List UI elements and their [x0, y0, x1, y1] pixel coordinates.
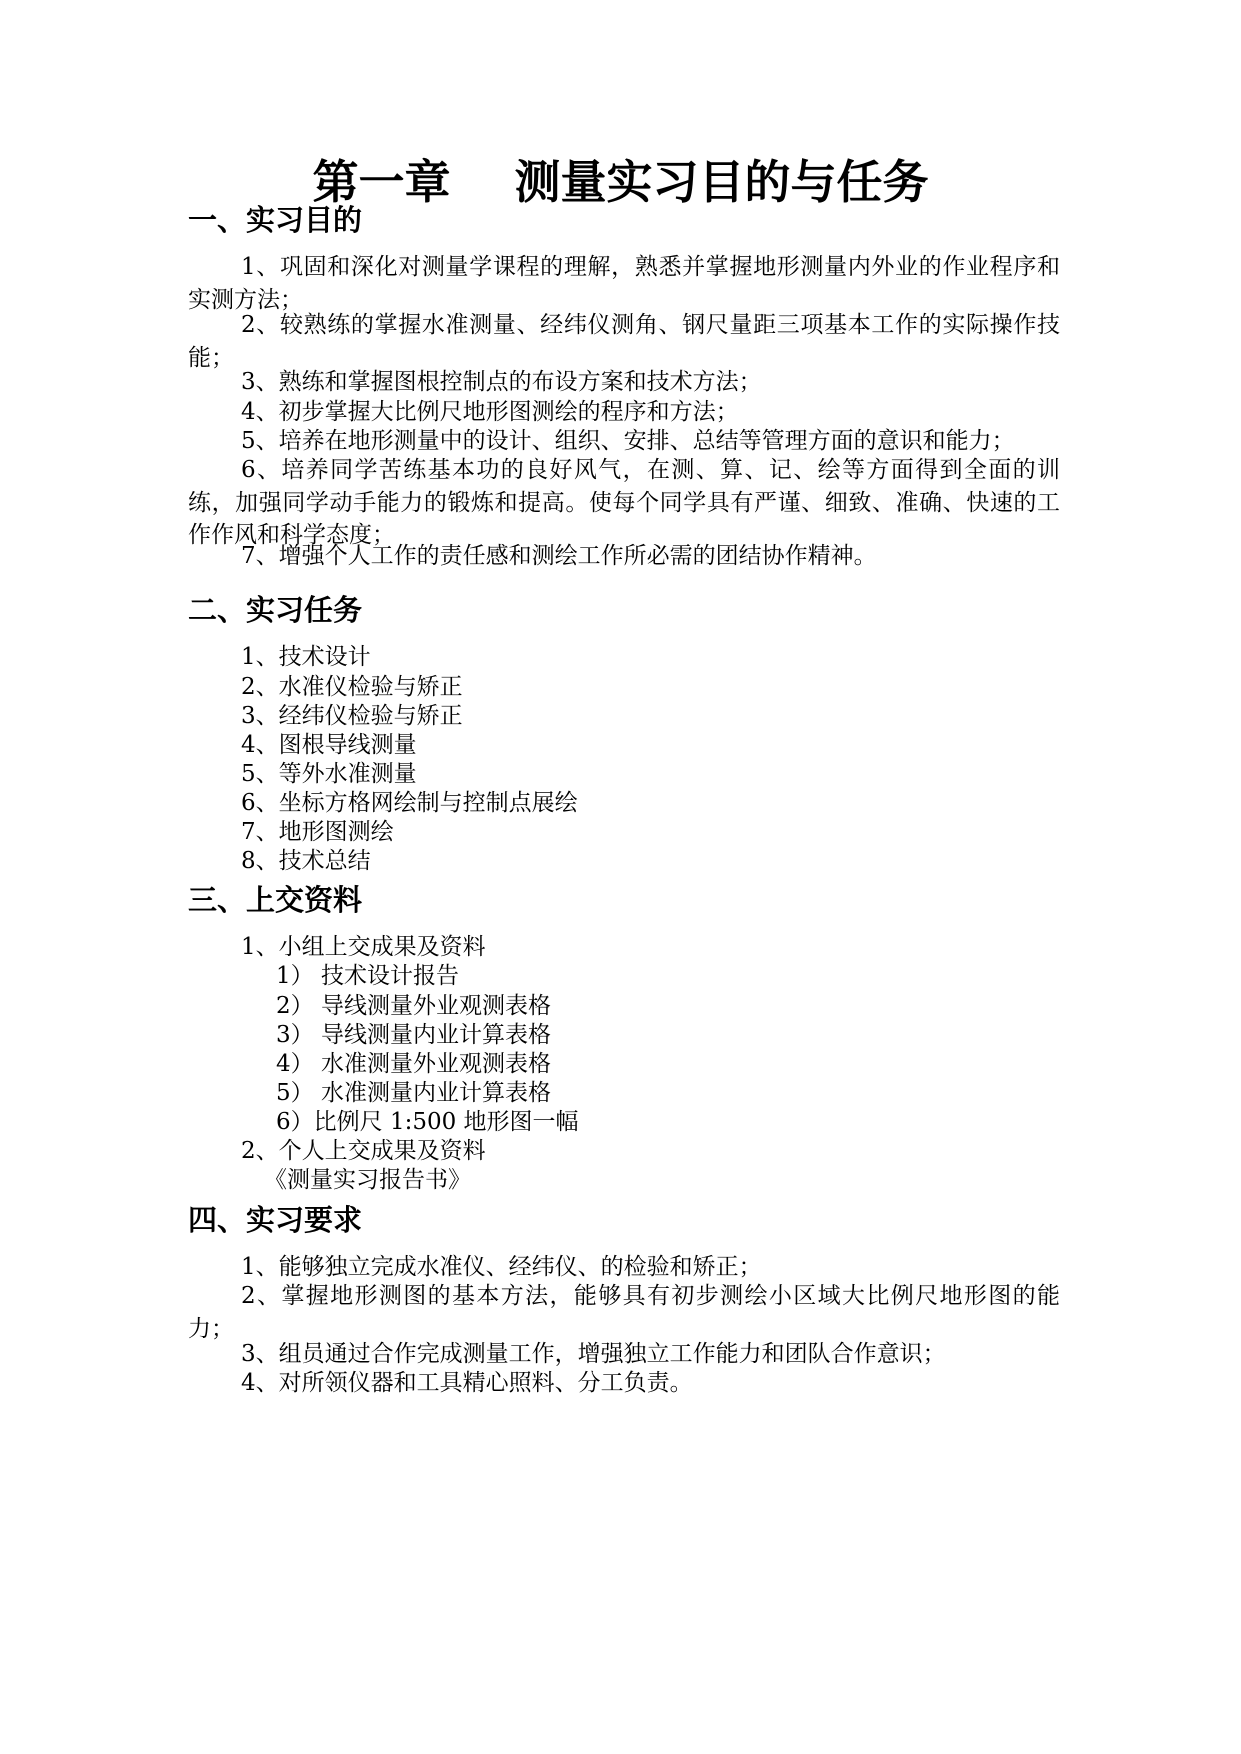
requirement-item-3: 3、组员通过合作完成测量工作，增强独立工作能力和团队合作意识；	[241, 1341, 946, 1367]
task-item-1: 1、技术设计	[241, 644, 371, 670]
section-heading-submission: 三、上交资料	[188, 883, 363, 917]
task-item-6: 6、坐标方格网绘制与控制点展绘	[241, 790, 578, 816]
section-heading-requirements: 四、实习要求	[188, 1203, 363, 1237]
submission-group-title-2: 2、个人上交成果及资料	[241, 1138, 486, 1164]
submission-group-title-1: 1、小组上交成果及资料	[241, 934, 486, 960]
submission-report-item: 《测量实习报告书》	[264, 1167, 471, 1193]
purpose-item-1: 1、巩固和深化对测量学课程的理解，熟悉并掌握地形测量内外业的作业程序和实测方法；	[188, 254, 1060, 313]
purpose-item-7: 7、增强个人工作的责任感和测绘工作所必需的团结协作精神。	[241, 543, 877, 569]
purpose-item-6: 6、培养同学苦练基本功的良好风气，在测、算、记、绘等方面得到全面的训练，加强同学动手能力的锻炼和提高。使每个同学具有严谨、细致、准确、快速的工作作风和科学态度；	[188, 457, 1060, 548]
task-item-8: 8、技术总结	[241, 848, 371, 874]
section-heading-tasks: 二、实习任务	[188, 593, 363, 627]
submission-subitem-4: 4） 水准测量外业观测表格	[276, 1051, 551, 1077]
purpose-item-4: 4、初步掌握大比例尺地形图测绘的程序和方法；	[241, 399, 739, 425]
task-item-7: 7、地形图测绘	[241, 819, 394, 845]
task-item-4: 4、图根导线测量	[241, 732, 417, 758]
chapter-title: 第一章 测量实习目的与任务	[312, 155, 929, 209]
submission-subitem-5: 5） 水准测量内业计算表格	[276, 1080, 551, 1106]
submission-subitem-1: 1） 技术设计报告	[276, 963, 459, 989]
requirement-item-4: 4、对所领仪器和工具精心照料、分工负责。	[241, 1370, 693, 1396]
submission-subitem-2: 2） 导线测量外业观测表格	[276, 993, 551, 1019]
requirement-item-1: 1、能够独立完成水准仪、经纬仪、的检验和矫正；	[241, 1254, 762, 1280]
task-item-3: 3、经纬仪检验与矫正	[241, 703, 463, 729]
submission-subitem-3: 3） 导线测量内业计算表格	[276, 1022, 551, 1048]
requirement-item-2: 2、掌握地形测图的基本方法，能够具有初步测绘小区域大比例尺地形图的能力；	[188, 1283, 1060, 1342]
purpose-item-2: 2、较熟练的掌握水准测量、经纬仪测角、钢尺量距三项基本工作的实际操作技能；	[188, 312, 1060, 371]
purpose-item-3: 3、熟练和掌握图根控制点的布设方案和技术方法；	[241, 369, 762, 395]
purpose-item-5: 5、培养在地形测量中的设计、组织、安排、总结等管理方面的意识和能力；	[241, 428, 1015, 454]
submission-subitem-6: 6）比例尺 1:500 地形图一幅	[276, 1109, 579, 1135]
section-heading-purpose: 一、实习目的	[188, 203, 363, 237]
task-item-5: 5、等外水准测量	[241, 761, 417, 787]
task-item-2: 2、水准仪检验与矫正	[241, 674, 463, 700]
